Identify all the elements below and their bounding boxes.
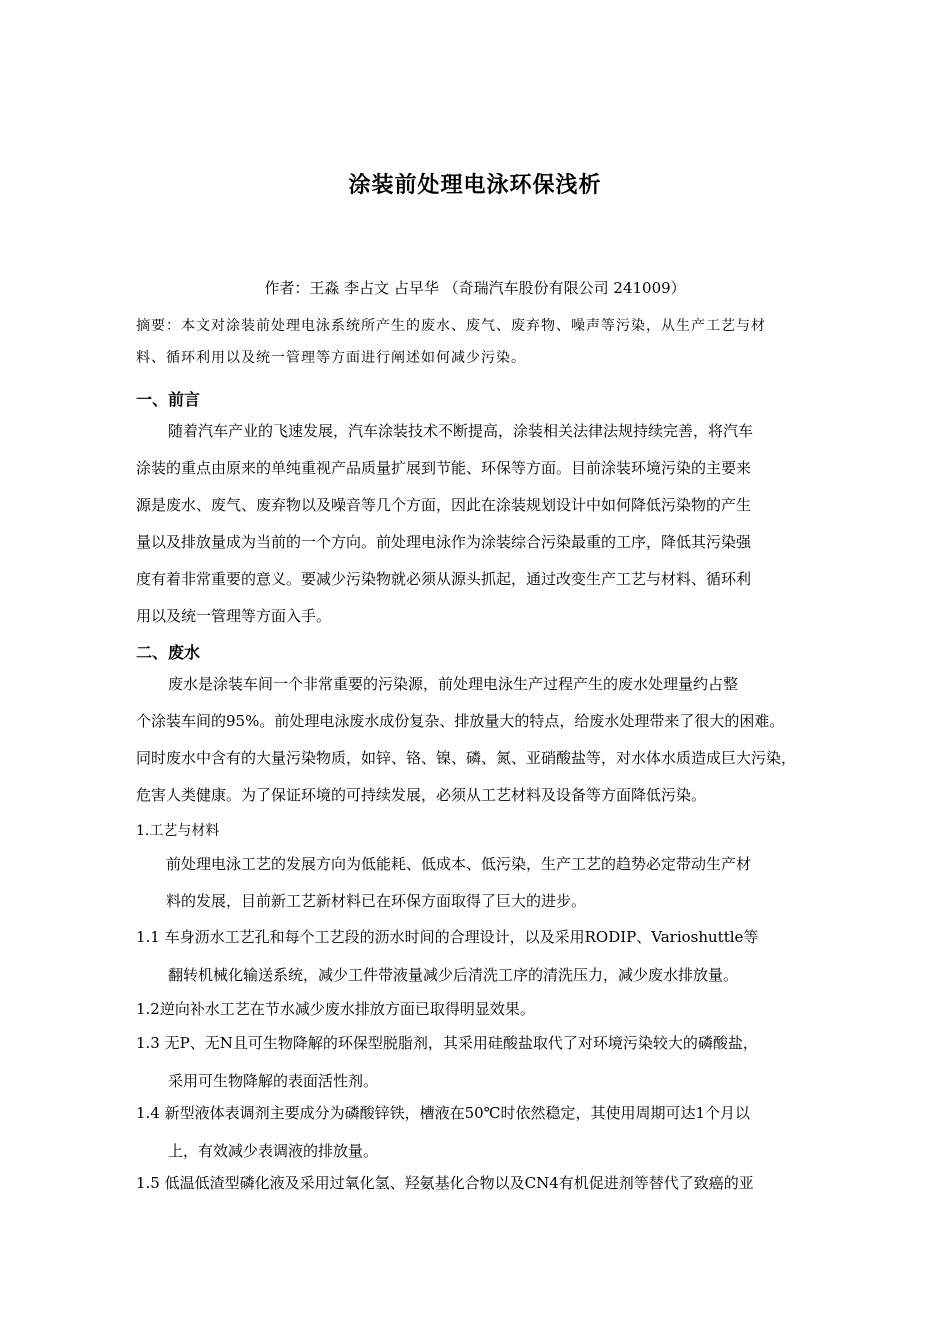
subheading-process-materials: 1.工艺与材料	[136, 823, 220, 839]
sub-paragraph	[136, 846, 826, 920]
paragraph-line: 废水是涂装车间一个非常重要的污染源，前处理电泳生产过程产生的废水处理量约占整	[168, 675, 739, 693]
list-item	[136, 1164, 826, 1202]
list-item	[136, 990, 826, 1028]
list-item-line: 1.4 新型液体表调剂主要成分为磷酸锌铁，槽液在50℃时依然稳定，其使用周期可达1个月以	[136, 1104, 751, 1122]
list-item-continuation: 上，有效减少表调液的排放量。	[168, 1142, 379, 1160]
paragraph-line: 源是废水、废气、废弃物以及噪音等几个方面，因此在涂装规划设计中如何降低污染物的产生	[136, 496, 752, 514]
paragraph-line: 量以及排放量成为当前的一个方向。前处理电泳作为涂装综合污染最重的工序，降低其污染强	[136, 533, 752, 551]
abstract	[136, 310, 826, 374]
section-heading-preface: 一、前言	[136, 390, 201, 409]
paragraph-line: 度有着非常重要的意义。要减少污染物就必须从源头抓起，通过改变生产工艺与材料、循环利	[136, 570, 752, 588]
list-item-continuation: 翻转机械化输送系统，减少工件带液量减少后清洗工序的清洗压力，减少废水排放量。	[168, 966, 739, 984]
paragraph-line: 个涂装车间的95%。前处理电泳废水成份复杂、排放量大的特点，给废水处理带来了很大的困难。	[136, 712, 785, 730]
list-item-line: 1.3 无P、无N且可生物降解的环保型脱脂剂，其采用硅酸盐取代了对环境污染较大的磷酸盐，	[136, 1034, 758, 1052]
paragraph-line: 同时废水中含有的大量污染物质，如锌、铬、镍、磷、氮、亚硝酸盐等，对水体水质造成巨大污染，	[136, 749, 797, 767]
author-line: 作者：王淼 李占文 占早华 （奇瑞汽车股份有限公司 241009）	[264, 279, 686, 297]
paragraph-line: 前处理电泳工艺的发展方向为低能耗、低成本、低污染，生产工艺的趋势必定带动生产材	[166, 855, 752, 873]
list-item-line: 1.1 车身沥水工艺孔和每个工艺段的沥水时间的合理设计，以及采用RODIP、Varioshuttle等	[136, 928, 759, 946]
document-title: 涂装前处理电泳环保浅析	[348, 173, 602, 198]
paragraph-line: 料的发展，目前新工艺新材料已在环保方面取得了巨大的进步。	[166, 892, 587, 910]
list-item-line: 1.2逆向补水工艺在节水减少废水排放方面已取得明显效果。	[136, 1000, 535, 1018]
list-item	[136, 1024, 826, 1100]
paragraph-line: 用以及统一管理等方面入手。	[136, 607, 332, 625]
list-item	[136, 1094, 826, 1170]
section-heading-wastewater: 二、废水	[136, 643, 201, 662]
list-item-continuation: 采用可生物降解的表面活性剂。	[168, 1072, 379, 1090]
paragraph-line: 随着汽车产业的飞速发展，汽车涂装技术不断提高，涂装相关法律法规持续完善，将汽车	[168, 422, 754, 440]
list-item-line: 1.5 低温低渣型磷化液及采用过氧化氢、羟氨基化合物以及CN4有机促进剂等替代了致癌的亚	[136, 1174, 754, 1192]
abstract-line: 摘要：本文对涂装前处理电泳系统所产生的废水、废气、废弃物、噪声等污染，从生产工艺与材	[136, 318, 766, 334]
abstract-line: 料、循环利用以及统一管理等方面进行阐述如何减少污染。	[136, 350, 526, 366]
section-paragraph-preface	[136, 413, 826, 635]
list-item	[136, 918, 826, 994]
paragraph-line: 危害人类健康。为了保证环境的可持续发展，必须从工艺材料及设备等方面降低污染。	[136, 786, 707, 804]
paragraph-line: 涂装的重点由原来的单纯重视产品质量扩展到节能、环保等方面。目前涂装环境污染的主要来	[136, 459, 752, 477]
section-paragraph-wastewater	[136, 666, 826, 814]
